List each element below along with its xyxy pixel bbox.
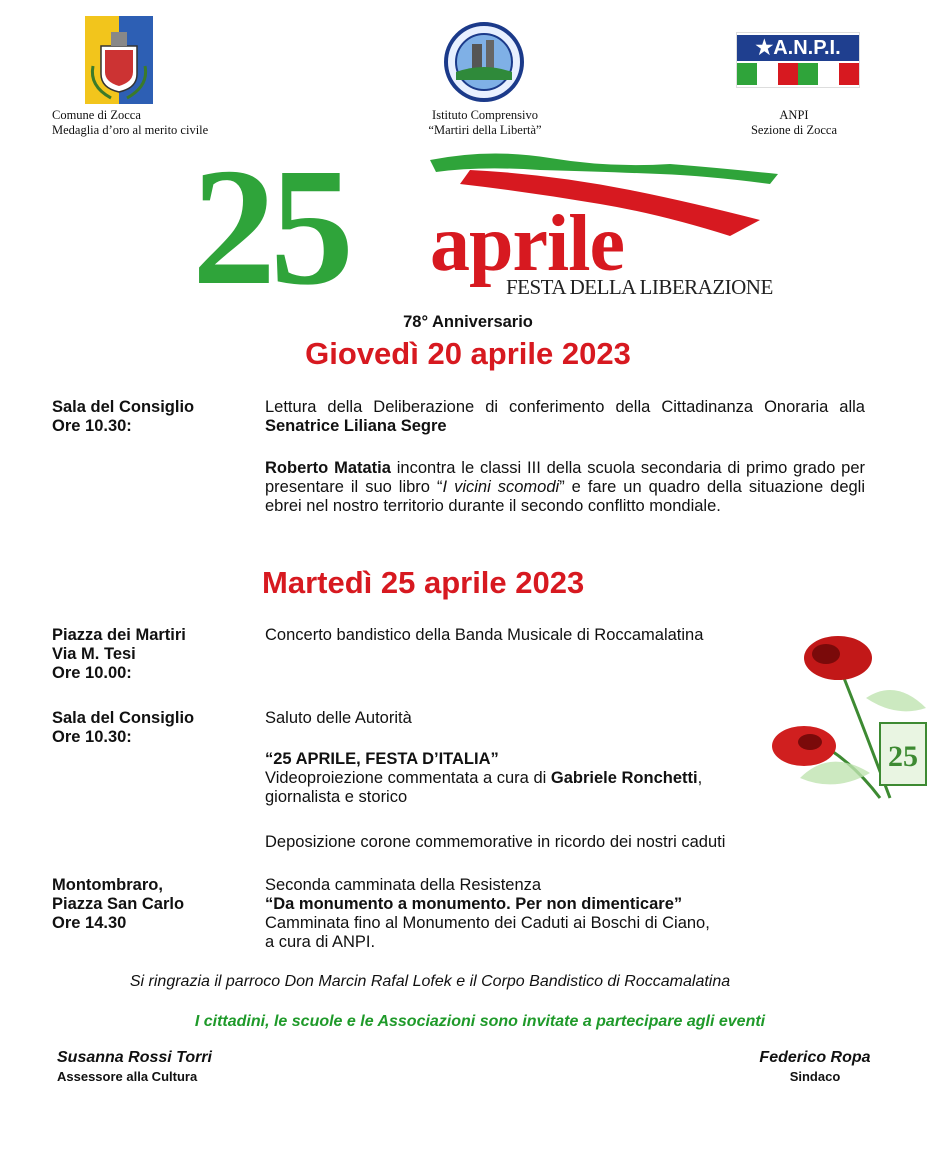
- day1-location: [52, 398, 194, 436]
- invite-line: I cittadini, le scuole e le Associazioni sono invitate a partecipare agli eventi: [194, 1013, 766, 1030]
- school-name: Istituto Comprensivo: [432, 108, 538, 122]
- day1-time: Ore 10.30:: [52, 417, 132, 435]
- anpi-badge-text: ★A.N.P.I.: [737, 35, 859, 61]
- day2-event1-text: Concerto bandistico della Banda Musicale di Roccamalatina: [265, 626, 704, 644]
- journalist-name: Gabriele Ronchetti: [550, 769, 698, 787]
- school-logo: [442, 22, 526, 102]
- day2-event3-text: Seconda camminata della Resistenza “Da monumento a monumento. Per non dimenticare” Camminata fino al Monumento dei Caduti ai Boschi di Ciano, a cura di ANPI.: [265, 876, 710, 951]
- signature-right: [740, 1049, 890, 1084]
- anpi-section: Sezione di Zocca: [750, 123, 838, 137]
- anpi-caption: [722, 108, 866, 138]
- anpi-logo: [736, 32, 860, 88]
- sindaco-name: Federico Ropa: [759, 1049, 871, 1066]
- senatrice-name: Senatrice Liliana Segre: [265, 417, 447, 435]
- day1-location-name: Sala del Consiglio: [52, 398, 195, 416]
- title-number: 25: [192, 134, 348, 320]
- assessore-name: Susanna Rossi Torri: [57, 1049, 212, 1066]
- sindaco-role: Sindaco: [789, 1069, 841, 1084]
- signature-left: [57, 1049, 212, 1084]
- school-caption: [400, 108, 570, 138]
- comune-medal: Medaglia d’oro al merito civile: [52, 123, 209, 137]
- day2-event2-greeting: Saluto delle Autorità: [265, 709, 412, 727]
- title-subtitle: FESTA DELLA LIBERAZIONE: [506, 275, 773, 299]
- comune-crest-logo: [85, 16, 153, 104]
- comune-name: Comune di Zocca: [52, 108, 141, 122]
- anniversary-label: 78° Anniversario: [403, 313, 533, 331]
- day2-event1-location: Piazza dei Martiri Via M. Tesi Ore 10.00:: [52, 626, 186, 682]
- italian-flag-stripes: [737, 63, 859, 85]
- poppy-badge-number: 25: [888, 740, 918, 773]
- day1-heading: Giovedì 20 aprile 2023: [305, 336, 631, 371]
- book-title: I vicini scomodi: [442, 478, 560, 496]
- poppies-decoration: [770, 628, 936, 804]
- title-word: aprile: [430, 200, 624, 288]
- day2-event2-location: Sala del Consiglio Ore 10.30:: [52, 709, 195, 746]
- day1-paragraph-2: Roberto Matatia incontra le classi III della scuola secondaria di primo grado per presentare il suo libro “I vicini scomodi” e fare un quadro della situazione degli ebrei nel nostro territorio durante il secondo conflitto mondiale.: [265, 459, 866, 515]
- anpi-name: ANPI: [779, 108, 809, 122]
- thanks-line: Si ringrazia il parroco Don Marcin Rafal Lofek e il Corpo Bandistico di Roccamalatina: [129, 973, 731, 990]
- walk-title: “Da monumento a monumento. Per non dimenticare”: [265, 895, 683, 913]
- day2-event2-program: “25 APRILE, FESTA D’ITALIA” Videoproiezione commentata a cura di Gabriele Ronchetti, giornalista e storico: [265, 750, 703, 806]
- school-subtitle: “Martiri della Libertà”: [428, 123, 542, 137]
- day2-event2-wreaths: Deposizione corone commemorative in ricordo dei nostri caduti: [265, 833, 726, 851]
- video-title: “25 APRILE, FESTA D’ITALIA”: [265, 750, 499, 768]
- comune-caption: [52, 108, 208, 138]
- assessore-role: Assessore alla Cultura: [57, 1069, 198, 1084]
- speaker-name: Roberto Matatia: [265, 459, 391, 477]
- day2-event3-location: Montombraro, Piazza San Carlo Ore 14.30: [52, 876, 185, 932]
- day1-paragraph-1: Lettura della Deliberazione di conferimento della Cittadinanza Onoraria alla Senatrice Liliana Segre: [265, 398, 865, 435]
- day2-heading: Martedì 25 aprile 2023: [262, 565, 585, 600]
